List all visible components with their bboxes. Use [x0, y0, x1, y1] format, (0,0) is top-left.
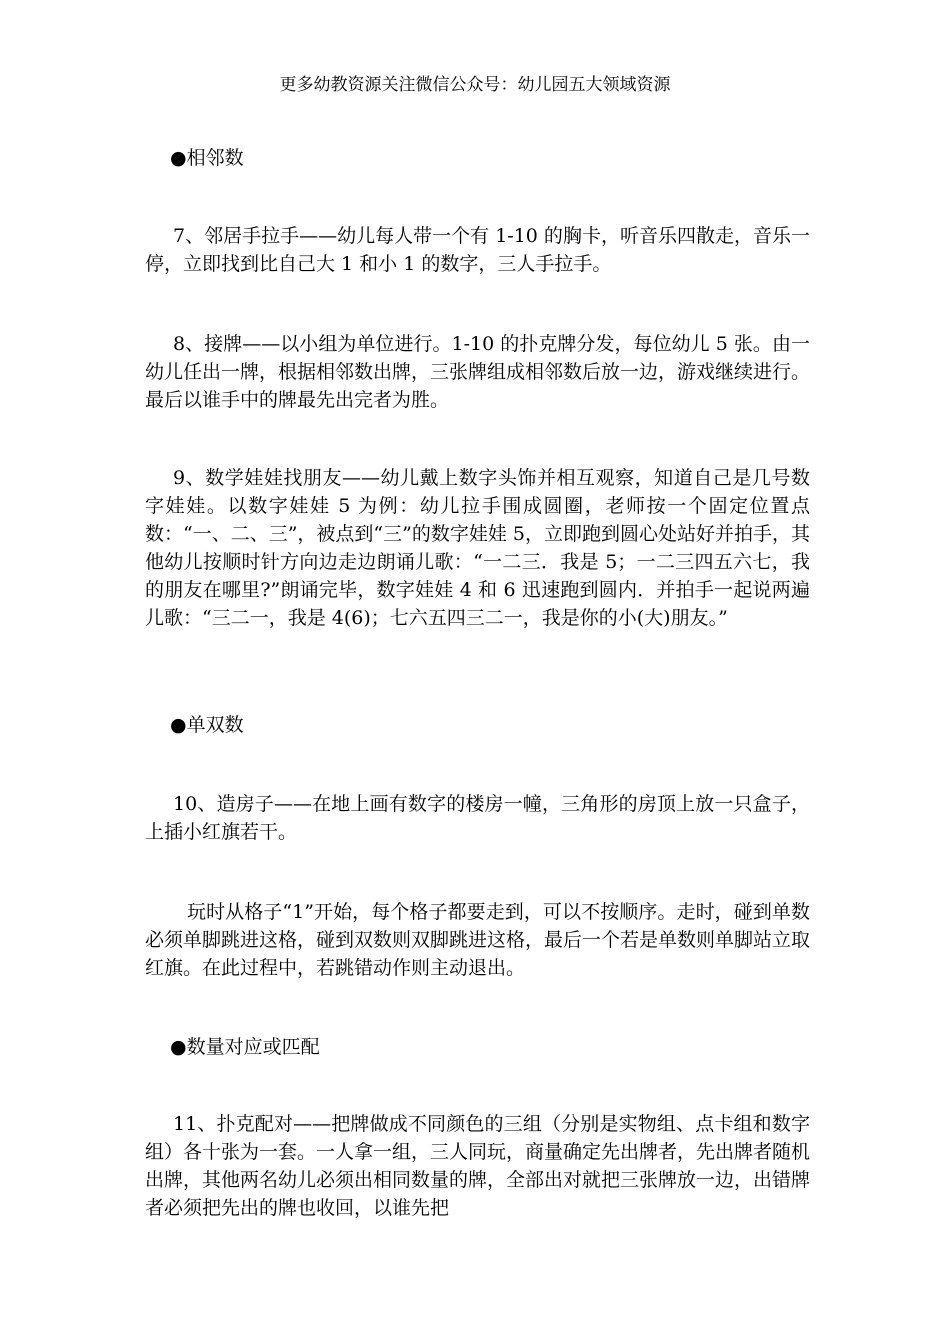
section-heading-adjacent-numbers: ●相邻数	[170, 147, 244, 169]
page-header: 更多幼教资源关注微信公众号：幼儿园五大领域资源	[279, 75, 671, 95]
paragraph-10: 10、造房子——在地上画有数字的楼房一幢，三角形的房顶上放一只盒子，上插小红旗若干。	[145, 793, 810, 843]
section-heading-odd-even: ●单双数	[170, 714, 244, 736]
section-heading-matching: ●数量对应或匹配	[170, 1036, 320, 1058]
paragraph-8: 8、接牌——以小组为单位进行。1-10 的扑克牌分发，每位幼儿 5 张。由一幼儿任出一牌，根据相邻数出牌，三张牌组成相邻数后放一边，游戏继续进行。最后以谁手中的牌最先出完者为胜。	[145, 333, 811, 411]
paragraph-7: 7、邻居手拉手——幼儿每人带一个有 1-10 的胸卡，听音乐四散走，音乐一停，立即找到比自己大 1 和小 1 的数字，三人手拉手。	[145, 225, 810, 275]
paragraph-11: 11、扑克配对——把牌做成不同颜色的三组（分别是实物组、点卡组和数字组）各十张为一套。一人拿一组，三人同玩，商量确定先出牌者，先出牌者随机出牌，其他两名幼儿必须出相同数量的牌，全部出对就把三张牌放一边，出错牌者必须把先出的牌也收回，以谁先把	[145, 1113, 811, 1219]
paragraph-10-rules: 玩时从格子“1”开始，每个格子都要走到，可以不按顺序。走时，碰到单数必须单脚跳进这格，碰到双数则双脚跳进这格，最后一个若是单数则单脚站立取红旗。在此过程中，若跳错动作则主动退出。	[145, 901, 811, 979]
paragraph-9: 9、数学娃娃找朋友——幼儿戴上数字头饰并相互观察，知道自己是几号数字娃娃。以数字娃娃 5 为例：幼儿拉手围成圆圈，老师按一个固定位置点数：“一、二、三”，被点到“三”的数字娃娃 5，立即跑到圆心处站好并拍手，其他幼儿按顺时针方向边走边朗诵儿歌：“一二三．我是 5；一二三四五六七，我的朋友在哪里?”朗诵完毕，数字娃娃 4 和 6 迅速跑到圆内．并拍手一起说两遍儿歌：“三二一，我是 4(6)；七六五四三二一，我是你的小(大)朋友。”	[145, 467, 810, 629]
